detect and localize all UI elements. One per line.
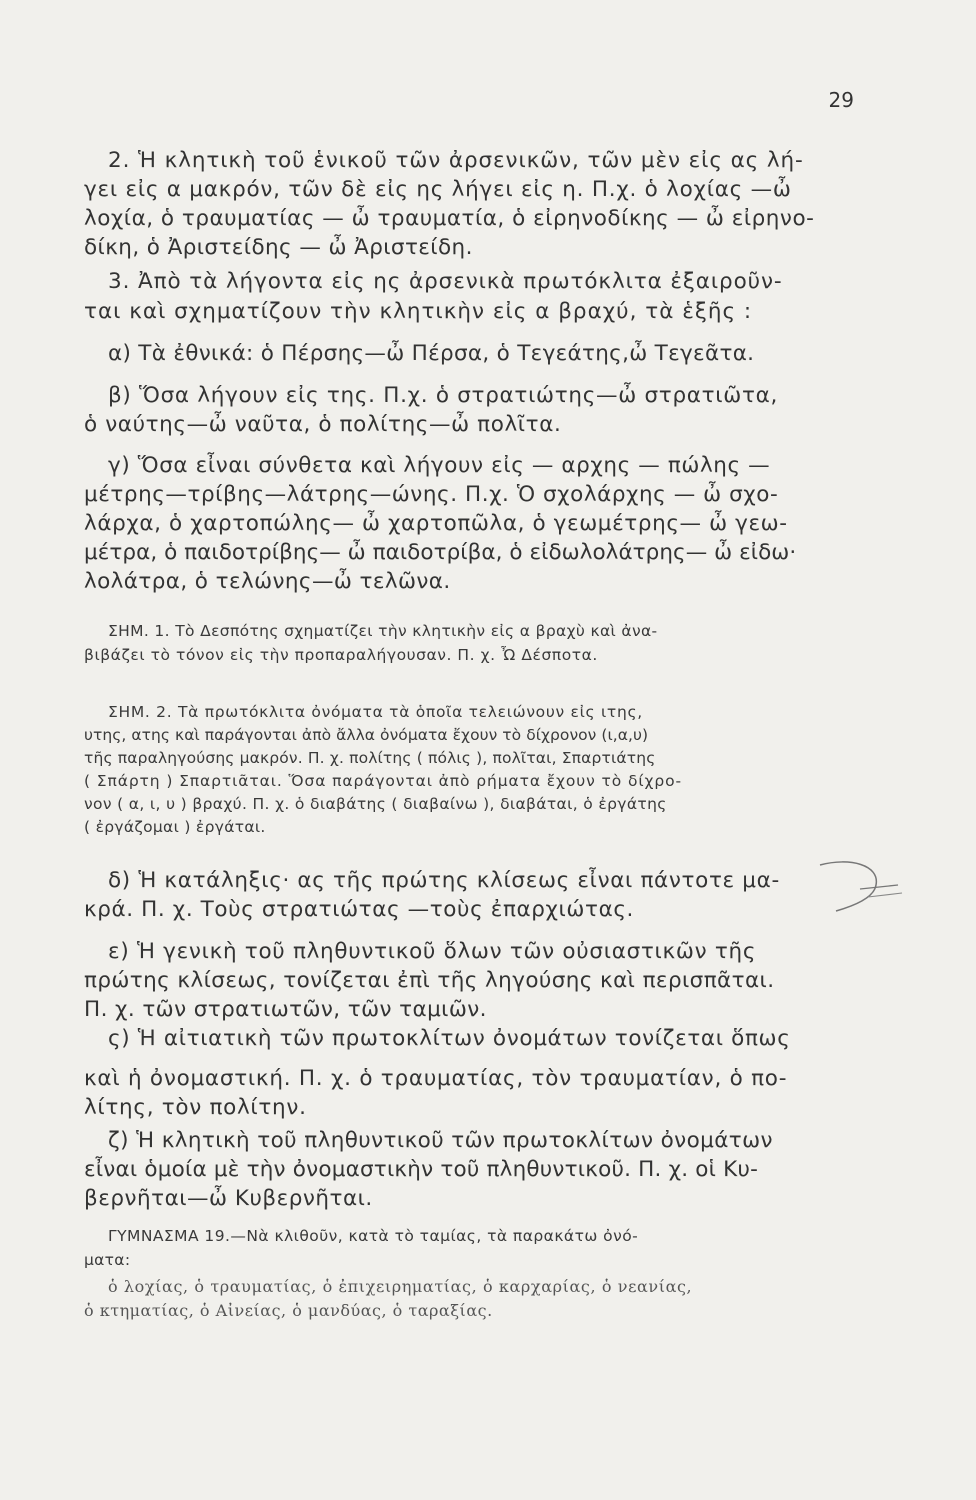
text-line: λολάτρα, ὁ τελώνης—ὦ τελῶνα. (84, 569, 451, 594)
text-line: λίτης, τὸν πολίτην. (84, 1095, 307, 1120)
pen-mark-icon (790, 855, 910, 925)
exercise-heading: ΓΥΜΝΑΣΜΑ 19.—Νὰ κλιθοῦν, κατὰ τὸ ταμίας, τὰ παρακάτω ὀνό- (108, 1227, 639, 1245)
text-line: μέτρα, ὁ παιδοτρίβης— ὦ παιδοτρίβα, ὁ εἰδωλολάτρης— ὦ εἰδω· (84, 540, 797, 565)
text-line: ὁ ναύτης—ὦ ναῦτα, ὁ πολίτης—ὦ πολῖτα. (84, 412, 562, 437)
text-line: δίκη, ὁ Ἀριστείδης — ὦ Ἀριστείδη. (84, 235, 473, 260)
text-line: δ) Ἡ κατάληξις· ας τῆς πρώτης κλίσεως εἶναι πάντοτε μα- (108, 868, 780, 893)
note-line: βιβάζει τὸ τόνον εἰς τὴν προπαραλήγουσαν. Π. χ. Ὦ Δέσποτα. (84, 646, 598, 664)
exercise-line: ὁ λοχίας, ὁ τραυματίας, ὁ ἐπιχειρηματίας, ὁ καρχαρίας, ὁ νεανίας, (108, 1277, 693, 1296)
text-line: 3. Ἀπὸ τὰ λήγοντα εἰς ης ἀρσενικὰ πρωτόκλιτα ἐξαιροῦν- (108, 269, 783, 294)
text-line: μέτρης—τρίβης—λάτρης—ώνης. Π.χ. Ὁ σχολάρχης — ὦ σχο- (84, 482, 779, 507)
text-line: κρά. Π. χ. Τοὺς στρατιώτας —τοὺς ἐπαρχιώτας. (84, 897, 634, 922)
text-line: γ) Ὅσα εἶναι σύνθετα καὶ λήγουν εἰς — αρχης — πώλης — (108, 453, 771, 478)
text-line: β) Ὅσα λήγουν εἰς της. Π.χ. ὁ στρατιώτης—ὦ στρατιῶτα, (108, 383, 779, 408)
page-number: 29 (828, 88, 854, 112)
note-line: υτης, ατης καὶ παράγονται ἀπὸ ἄλλα ὀνόματα ἔχουν τὸ δίχρονον (ι,α,υ) (84, 726, 649, 744)
text-line: 2. Ἡ κλητικὴ τοῦ ἑνικοῦ τῶν ἀρσενικῶν, τῶν μὲν εἰς ας λή- (108, 148, 804, 173)
exercise-line: ὁ κτηματίας, ὁ Αἰνείας, ὁ μανδύας, ὁ ταραξίας. (84, 1301, 493, 1320)
text-line: λοχία, ὁ τραυματίας — ὦ τραυματία, ὁ εἰρηνοδίκης — ὦ εἰρηνο- (84, 206, 815, 231)
text-line: Π. χ. τῶν στρατιωτῶν, τῶν ταμιῶν. (84, 997, 487, 1022)
text-line: ζ) Ἡ κλητικὴ τοῦ πληθυντικοῦ τῶν πρωτοκλίτων ὀνομάτων (108, 1128, 773, 1153)
note-line: τῆς παραληγούσης μακρόν. Π. χ. πολίτης ( πόλις ), πολῖται, Σπαρτιάτης (84, 749, 656, 767)
note-line: ΣΗΜ. 2. Τὰ πρωτόκλιτα ὀνόματα τὰ ὁποῖα τελειώνουν εἰς ιτης, (108, 703, 643, 721)
text-line: πρώτης κλίσεως, τονίζεται ἐπὶ τῆς ληγούσης καὶ περισπᾶται. (84, 968, 775, 993)
text-line: καὶ ἡ ὀνομαστική. Π. χ. ὁ τραυματίας, τὸν τραυματίαν, ὁ πο- (84, 1066, 788, 1091)
exercise-heading: ματα: (84, 1251, 131, 1269)
note-line: νον ( α, ι, υ ) βραχύ. Π. χ. ὁ διαβάτης ( διαβαίνω ), διαβάται, ὁ ἐργάτης (84, 795, 667, 813)
text-line: ται καὶ σχηματίζουν τὴν κλητικὴν εἰς α βραχύ, τὰ ἑξῆς : (84, 299, 753, 324)
text-line: γει εἰς α μακρόν, τῶν δὲ εἰς ης λήγει εἰς η. Π.χ. ὁ λοχίας —ὦ (84, 177, 792, 202)
note-line: ΣΗΜ. 1. Τὸ Δεσπότης σχηματίζει τὴν κλητικὴν εἰς α βραχὺ καὶ ἀνα- (108, 622, 658, 640)
text-line: ε) Ἡ γενικὴ τοῦ πληθυντικοῦ ὅλων τῶν οὐσιαστικῶν τῆς (108, 939, 757, 964)
text-line: ς) Ἡ αἰτιατικὴ τῶν πρωτοκλίτων ὀνομάτων τονίζεται ὅπως (108, 1026, 791, 1051)
text-line: βερνῆται—ὦ Κυβερνῆται. (84, 1186, 373, 1211)
note-line: ( Σπάρτη ) Σπαρτιᾶται. Ὅσα παράγονται ἀπὸ ρήματα ἔχουν τὸ δίχρο- (84, 772, 682, 790)
text-line: α) Τὰ ἐθνικά: ὁ Πέρσης—ὦ Πέρσα, ὁ Τεγεάτης,ὦ Τεγεᾶτα. (108, 341, 755, 366)
note-line: ( ἐργάζομαι ) ἐργάται. (84, 818, 266, 836)
text-line: λάρχα, ὁ χαρτοπώλης— ὦ χαρτοπῶλα, ὁ γεωμέτρης— ὦ γεω- (84, 511, 788, 536)
text-line: εἶναι ὁμοία μὲ τὴν ὀνομαστικὴν τοῦ πληθυντικοῦ. Π. χ. οἱ Κυ- (84, 1157, 759, 1182)
